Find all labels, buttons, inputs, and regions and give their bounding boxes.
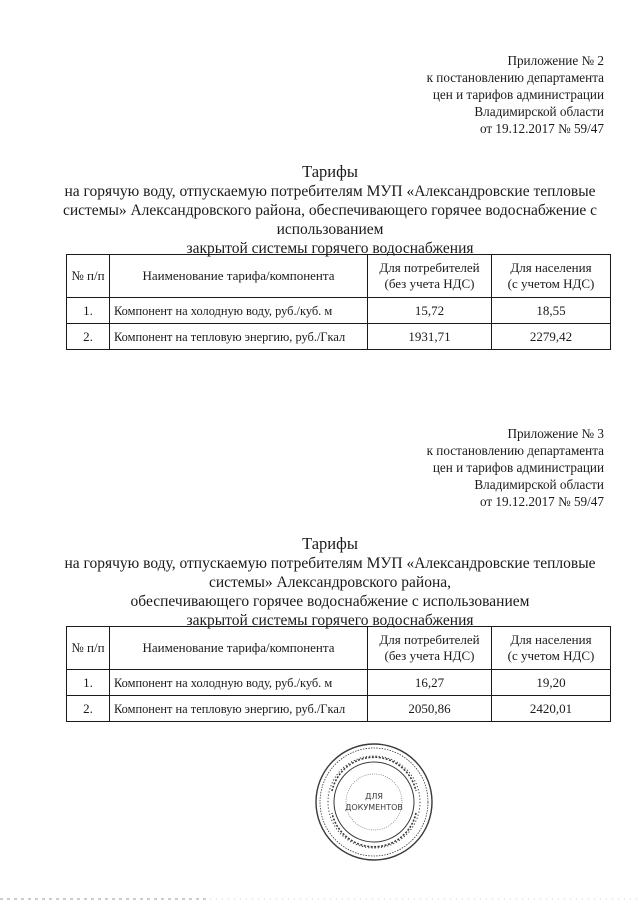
- row-population: 2279,42: [492, 324, 611, 350]
- annex-2-line: к постановлению департамента: [426, 70, 604, 85]
- stamp-dotted-ring: [320, 748, 428, 856]
- annex-2-header: [344, 52, 604, 137]
- row-consumers: 1931,71: [368, 324, 492, 350]
- tariff-table-2: [66, 254, 611, 350]
- tariff-title-3: [60, 534, 600, 630]
- table-row: [67, 696, 611, 722]
- tariff-subtitle-line: на горячую воду, отпускаемую потребителям МУП «Александровские тепловые: [64, 183, 596, 200]
- annex-3-line: к постановлению департамента: [426, 443, 604, 458]
- tariff-subtitle-line: закрытой системы горячего водоснабжения: [186, 240, 474, 257]
- row-consumers: 2050,86: [368, 696, 492, 722]
- row-name: Компонент на тепловую энергию, руб./Гкал: [110, 696, 368, 722]
- row-name: Компонент на холодную воду, руб./куб. м: [110, 298, 368, 324]
- tariff-subtitle-line: системы» Александровского района,: [208, 574, 452, 591]
- annex-3-line: цен и тарифов администрации: [432, 460, 604, 475]
- stamp-ring-lettering: [328, 756, 420, 848]
- row-name: Компонент на тепловую энергию, руб./Гкал: [110, 324, 368, 350]
- header-population: [492, 255, 611, 298]
- tariff-subtitle-line: закрытой системы горячего водоснабжения: [186, 612, 474, 629]
- row-num: 2.: [67, 324, 110, 350]
- tariff-title-2: [60, 162, 600, 258]
- row-name: Компонент на холодную воду, руб./куб. м: [110, 670, 368, 696]
- table-row: [67, 670, 611, 696]
- tariff-heading: Тарифы: [302, 162, 358, 181]
- tariff-subtitle-line: системы» Александровского района, обеспечивающего горячее водоснабжение с: [62, 202, 598, 219]
- tariff-heading: Тарифы: [302, 534, 358, 553]
- stamp-inner-ring: [346, 774, 402, 830]
- header-population-line2: (с учетом НДС): [507, 648, 595, 663]
- annex-3-header: [344, 425, 604, 510]
- annex-3-line: Владимирской области: [474, 477, 604, 492]
- table-header-row: [67, 255, 611, 298]
- stamp-center-line2: ДОКУМЕНТОВ: [345, 803, 403, 812]
- tariff-table-3: [66, 626, 611, 722]
- stamp-center-line1: ДЛЯ: [365, 792, 383, 801]
- annex-3-line: от 19.12.2017 № 59/47: [479, 494, 604, 509]
- header-population-line2: (с учетом НДС): [507, 276, 595, 291]
- table-row: [67, 298, 611, 324]
- header-name: Наименование тарифа/компонента: [110, 627, 368, 670]
- annex-2-line: Владимирской области: [474, 104, 604, 119]
- header-consumers-line2: (без учета НДС): [384, 276, 475, 291]
- header-consumers-line2: (без учета НДС): [384, 648, 475, 663]
- annex-2-line: Приложение № 2: [507, 53, 604, 68]
- header-consumers: [368, 255, 492, 298]
- row-num: 2.: [67, 696, 110, 722]
- official-stamp: [313, 741, 435, 863]
- table-header-row: [67, 627, 611, 670]
- row-num: 1.: [67, 298, 110, 324]
- tariff-subtitle-line: использованием: [276, 221, 384, 238]
- row-population: 18,55: [492, 298, 611, 324]
- header-population: [492, 627, 611, 670]
- row-population: 2420,01: [492, 696, 611, 722]
- row-consumers: 15,72: [368, 298, 492, 324]
- tariff-subtitle-line: обеспечивающего горячее водоснабжение с использованием: [130, 593, 530, 610]
- row-consumers: 16,27: [368, 670, 492, 696]
- annex-3-line: Приложение № 3: [507, 426, 604, 441]
- row-num: 1.: [67, 670, 110, 696]
- header-name: Наименование тарифа/компонента: [110, 255, 368, 298]
- header-consumers-line1: Для потребителей: [379, 632, 480, 647]
- header-consumers-line1: Для потребителей: [379, 260, 480, 275]
- annex-2-line: от 19.12.2017 № 59/47: [479, 121, 604, 136]
- scan-edge-marks: [0, 896, 640, 902]
- tariff-subtitle-line: на горячую воду, отпускаемую потребителям МУП «Александровские тепловые: [64, 555, 596, 572]
- row-population: 19,20: [492, 670, 611, 696]
- header-population-line1: Для населения: [510, 632, 592, 647]
- header-consumers: [368, 627, 492, 670]
- header-num: № п/п: [67, 255, 110, 298]
- stamp-outer-ring: [316, 744, 432, 860]
- header-population-line1: Для населения: [510, 260, 592, 275]
- header-num: № п/п: [67, 627, 110, 670]
- annex-2-line: цен и тарифов администрации: [432, 87, 604, 102]
- table-row: [67, 324, 611, 350]
